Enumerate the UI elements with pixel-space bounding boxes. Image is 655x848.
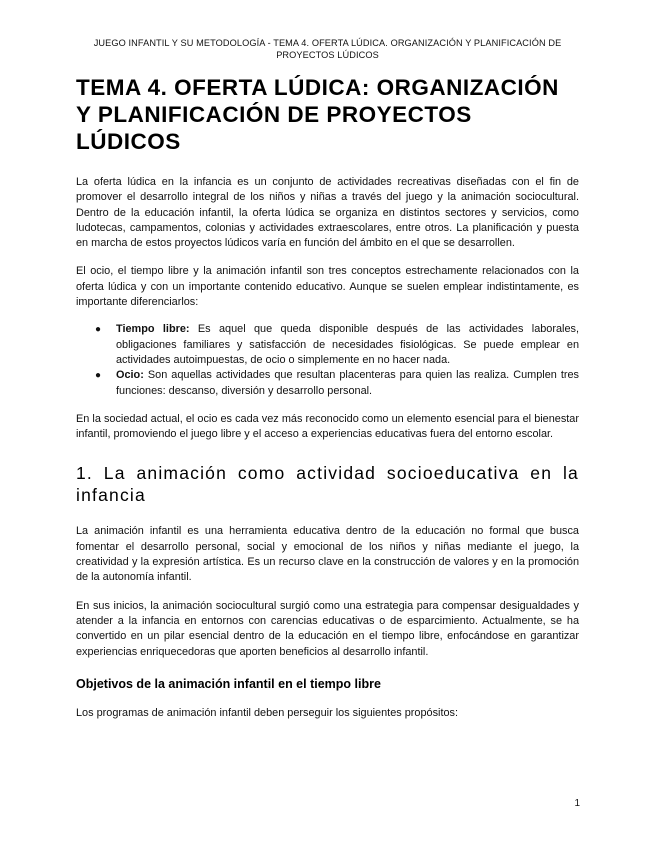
section-paragraph-2: En sus inicios, la animación sociocultural surgió como una estrategia para compensar desigualdades y atender a la infancia en entornos con carencias educativas o de esparcimiento. Actualmente, se ha convertido en un pilar esencial dentro de la educación en el tiempo libre, enfocándose en garantizar experiencias enriquecedoras que aporten beneficios al desarrollo infantil. bbox=[76, 599, 579, 658]
intro-paragraph-1: La oferta lúdica en la infancia es un conjunto de actividades recreativas diseñadas con el fin de promover el desarrollo integral de los niños y niñas a través del juego y la animación sociocultural. Dentro de la educación infantil, la oferta lúdica se organiza en distintos sectores y servicios, como ludotecas, campamentos, colonias y actividades extraescolares, entre otros. La planificación y puesta en marcha de estos proyectos lúdicos varía en función del ámbito en el que se desarrollen. bbox=[76, 176, 579, 250]
section-heading: 1. La animación como actividad socioeducativa en la infancia bbox=[76, 463, 579, 506]
term-ocio: Ocio: bbox=[116, 369, 144, 382]
section-paragraph-1: La animación infantil es una herramienta educativa dentro de la educación no formal que busca fomentar el desarrollo personal, social y emocional de los niños y niñas mediante el juego, la creatividad y la expresión artística. Es un recurso clave en la construcción de valores y en la promoción de la autonomía infantil. bbox=[76, 525, 579, 584]
page-number: 1 bbox=[574, 798, 580, 809]
intro-paragraph-2: El ocio, el tiempo libre y la animación infantil son tres conceptos estrechamente relacionados con la oferta lúdica y con un importante contenido educativo. Aunque se suelen emplear indistintamente, es importante diferenciarlos: bbox=[76, 265, 579, 309]
list-item-ocio bbox=[95, 368, 579, 399]
term-tiempo-libre: Tiempo libre: bbox=[116, 323, 190, 336]
bullet-icon: ● bbox=[95, 370, 102, 382]
page-title: TEMA 4. OFERTA LÚDICA: ORGANIZACIÓN Y PLANIFICACIÓN DE PROYECTOS LÚDICOS bbox=[76, 75, 559, 154]
bullet-icon: ● bbox=[95, 324, 102, 336]
definition-ocio: Son aquellas actividades que resultan placenteras para quien las realiza. Cumplen tres funciones: descanso, diversión y desarrollo personal. bbox=[116, 369, 579, 397]
page-content bbox=[76, 74, 579, 721]
paragraph-after-list: En la sociedad actual, el ocio es cada vez más reconocido como un elemento esencial para el bienestar infantil, promoviendo el juego libre y el acceso a experiencias educativas fuera del entorno escolar. bbox=[76, 412, 579, 441]
definitions-list bbox=[76, 322, 579, 398]
definition-tiempo-libre: Es aquel que queda disponible después de las actividades laborales, obligaciones familiares y satisfacción de necesidades fisiológicas. Se puede emplear en actividades autoimpuestas, de ocio o simplemente en no hacer nada. bbox=[116, 323, 579, 366]
running-header: JUEGO INFANTIL Y SU METODOLOGÍA - TEMA 4. OFERTA LÚDICA. ORGANIZACIÓN Y PLANIFICACIÓN DE PROYECTOS LÚDICOS bbox=[93, 38, 562, 60]
last-paragraph: Los programas de animación infantil deben perseguir los siguientes propósitos: bbox=[76, 706, 459, 719]
list-item-tiempo-libre bbox=[95, 322, 579, 368]
subheading: Objetivos de la animación infantil en el tiempo libre bbox=[76, 676, 381, 691]
